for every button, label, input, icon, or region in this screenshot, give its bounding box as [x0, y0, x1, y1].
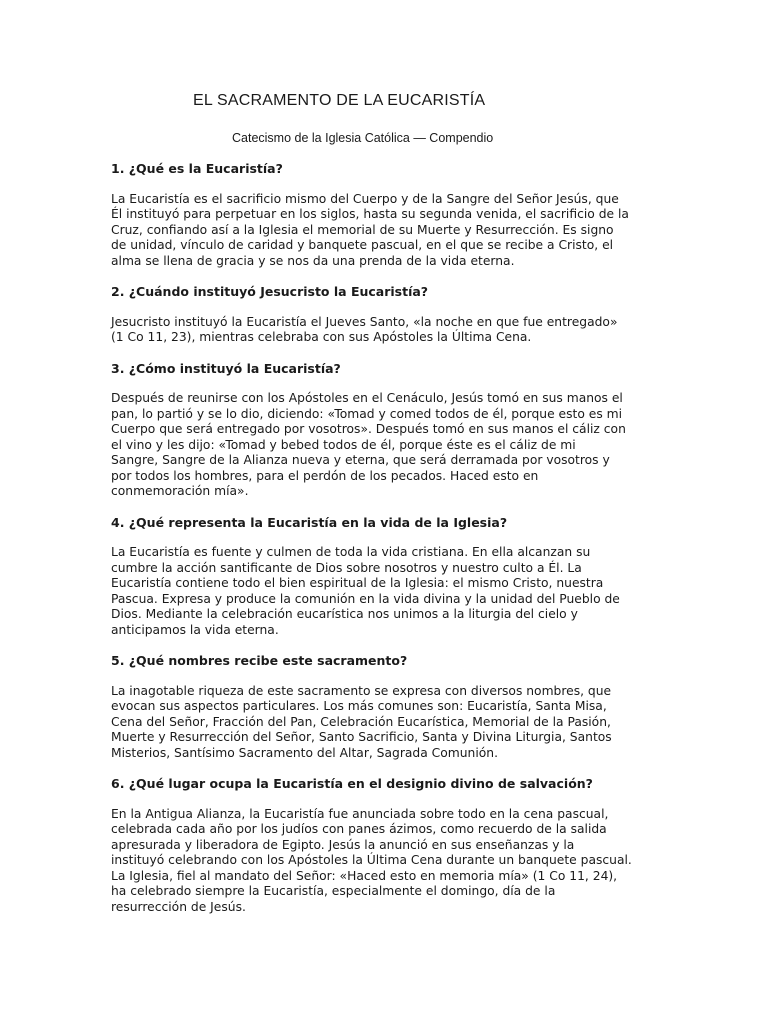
- section-6: [111, 776, 659, 915]
- paragraph-line: resurrección de Jesús.: [111, 899, 246, 914]
- paragraph-line: apresurada y liberadora de Egipto. Jesús la anunció en sus enseñanzas y la: [111, 837, 575, 852]
- paragraph-line: Sangre, Sangre de la Alianza nueva y eterna, que será derramada por vosotros y: [111, 453, 610, 467]
- paragraph-line: conmemoración mía».: [111, 484, 249, 498]
- section-paragraph: [111, 545, 659, 638]
- paragraph-line: pan, lo partió y se lo dio, diciendo: «Tomad y comed todos de él, porque esto es mi: [111, 406, 623, 421]
- document-title: EL SACRAMENTO DE LA EUCARISTÍA: [193, 92, 486, 109]
- paragraph-line: Después de reunirse con los Apóstoles en el Cenáculo, Jesús tomó en sus manos el: [111, 391, 623, 405]
- section-2: [111, 284, 659, 346]
- document-subtitle: Catecismo de la Iglesia Católica — Compendio: [232, 131, 494, 145]
- section-5: [111, 653, 659, 761]
- paragraph-line: el vino y les dijo: «Tomad y bebed todos de él, porque éste es el cáliz de mi: [111, 437, 576, 452]
- section-1: [111, 161, 659, 269]
- paragraph-line: Él instituyó para perpetuar en los siglos, hasta su segunda venida, el sacrificio de la: [111, 207, 629, 221]
- paragraph-line: La Eucaristía es el sacrificio mismo del Cuerpo y de la Sangre del Señor Jesús, que: [111, 191, 619, 206]
- paragraph-line: Eucaristía contiene todo el bien espiritual de la Iglesia: el mismo Cristo, nuestra: [111, 576, 604, 590]
- paragraph-line: de unidad, vínculo de caridad y banquete pascual, en el que se recibe a Cristo, el: [111, 238, 614, 252]
- paragraph-line: Cuerpo que será entregado por vosotros». Después tomó en sus manos el cáliz con: [111, 422, 626, 436]
- section-heading: 1. ¿Qué es la Eucaristía?: [111, 161, 283, 176]
- section-heading: 3. ¿Cómo instituyó la Eucaristía?: [111, 360, 341, 376]
- paragraph-line: (1 Co 11, 23), mientras celebraba con sus Apóstoles la Última Cena.: [111, 330, 532, 344]
- paragraph-line: por todos los hombres, para el perdón de los pecados. Haced esto en: [111, 468, 539, 483]
- paragraph-line: cumbre la acción santificante de Dios sobre nosotros y nuestro culto a Él. La: [111, 560, 582, 575]
- paragraph-line: evocan sus aspectos particulares. Los más comunes son: Eucaristía, Santa Misa,: [111, 699, 607, 713]
- paragraph-line: ha celebrado siempre la Eucaristía, especialmente el domingo, día de la: [111, 884, 556, 898]
- section-heading: 6. ¿Qué lugar ocupa la Eucaristía en el designio divino de salvación?: [111, 776, 593, 791]
- section-3: [111, 361, 659, 500]
- paragraph-line: Pascua. Expresa y produce la comunión en la vida divina y la unidad del Pueblo de: [111, 591, 620, 606]
- section-4: [111, 515, 659, 639]
- section-heading: 4. ¿Qué representa la Eucaristía en la vida de la Iglesia?: [111, 514, 508, 530]
- paragraph-line: Cruz, confiando así a la Iglesia el memorial de su Muerte y Resurrección. Es signo: [111, 222, 614, 237]
- document-body: [111, 161, 659, 930]
- paragraph-line: celebrada cada año por los judíos con panes ázimos, como recuerdo de la salida: [111, 822, 607, 836]
- section-paragraph: [111, 192, 659, 270]
- paragraph-line: La inagotable riqueza de este sacramento se expresa con diversos nombres, que: [111, 683, 612, 698]
- section-paragraph: [111, 315, 659, 346]
- paragraph-line: Dios. Mediante la celebración eucarística nos unimos a la liturgia del cielo y: [111, 607, 578, 621]
- paragraph-line: La Iglesia, fiel al mandato del Señor: «Haced esto en memoria mía» (1 Co 11, 24),: [111, 868, 618, 883]
- section-paragraph: [111, 807, 659, 916]
- paragraph-line: alma se llena de gracia y se nos da una prenda de la vida eterna.: [111, 253, 515, 268]
- paragraph-line: Muerte y Resurrección del Señor, Santo Sacrificio, Santa y Divina Liturgia, Santos: [111, 730, 612, 744]
- paragraph-line: anticipamos la vida eterna.: [111, 622, 279, 637]
- paragraph-line: Cena del Señor, Fracción del Pan, Celebración Eucarística, Memorial de la Pasión,: [111, 714, 611, 729]
- section-paragraph: [111, 391, 659, 500]
- paragraph-line: instituyó celebrando con los Apóstoles la Última Cena durante un banquete pascual.: [111, 853, 632, 867]
- section-heading: 2. ¿Cuándo instituyó Jesucristo la Eucaristía?: [111, 284, 429, 299]
- paragraph-line: En la Antigua Alianza, la Eucaristía fue anunciada sobre todo en la cena pascual,: [111, 806, 609, 821]
- paragraph-line: Jesucristo instituyó la Eucaristía el Jueves Santo, «la noche en que fue entregado»: [111, 314, 618, 329]
- section-paragraph: [111, 684, 659, 762]
- section-heading: 5. ¿Qué nombres recibe este sacramento?: [111, 653, 408, 668]
- paragraph-line: La Eucaristía es fuente y culmen de toda la vida cristiana. En ella alcanzan su: [111, 545, 591, 559]
- paragraph-line: Misterios, Santísimo Sacramento del Altar, Sagrada Comunión.: [111, 745, 498, 760]
